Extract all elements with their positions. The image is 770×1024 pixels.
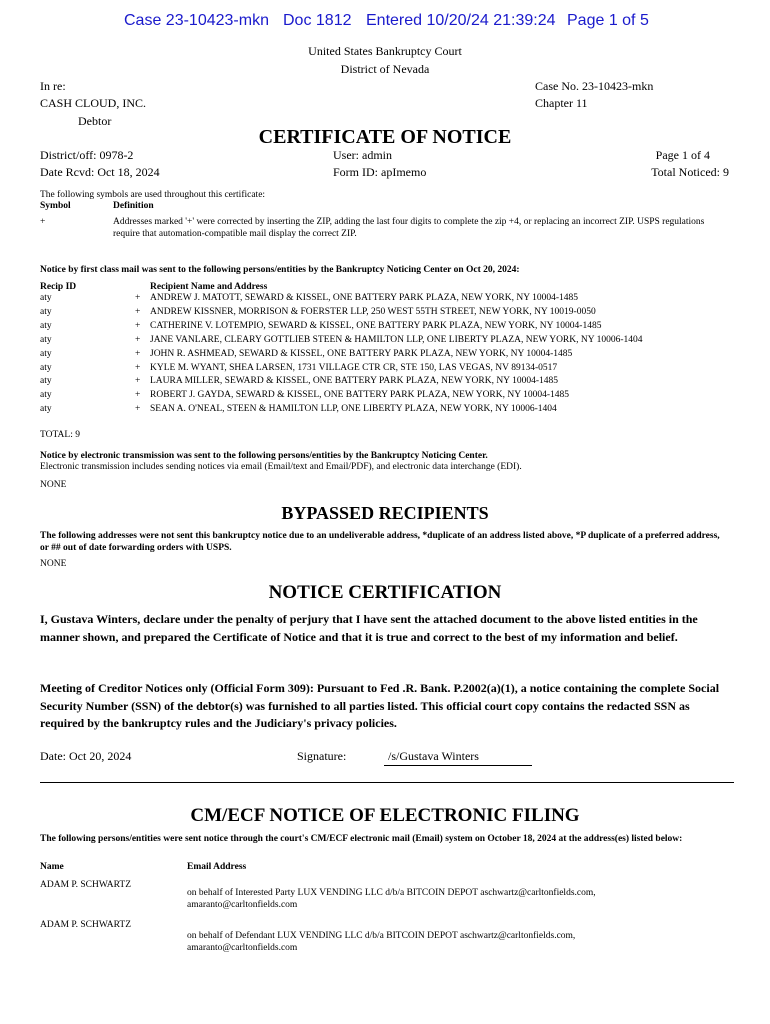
recip-address: CATHERINE V. LOTEMPIO, SEWARD & KISSEL, ONE BATTERY PARK PLAZA, NEW YORK, NY 10004-1485 — [150, 321, 602, 331]
recip-address: SEAN A. O'NEAL, STEEN & HAMILTON LLP, ONE LIBERTY PLAZA, NEW YORK, NY 10006-1404 — [150, 404, 557, 414]
recip-id: aty — [40, 404, 52, 414]
signature-label: Signature: — [297, 749, 347, 763]
electronic-notice-subtext: Electronic transmission includes sending notices via email (Email/text and Email/PDF), and electronic data interchange (EDI). — [40, 462, 522, 472]
case-number: Case No. 23-10423-mkn — [535, 79, 654, 93]
recip-mark: + — [135, 335, 141, 345]
stamp-page: Page 1 of 5 — [567, 12, 649, 29]
district-office: District/off: 0978-2 — [40, 148, 134, 162]
stamp-doc: Doc 1812 — [283, 12, 352, 29]
recip-address: LAURA MILLER, SEWARD & KISSEL, ONE BATTERY PARK PLAZA, NEW YORK, NY 10004-1485 — [150, 376, 558, 386]
section-divider — [40, 782, 734, 783]
cmecf-text: The following persons/entities were sent notice through the court's CM/ECF electronic mail (Email) system on October 18, 2024 at the address(es) listed below: — [40, 834, 683, 844]
certification-declaration: I, Gustava Winters, declare under the penalty of perjury that I have sent the attached document to the above listed entities in the manner shown, and prepared the Certificate of Notice and that it is true and correct to the best of my information and belief. — [40, 612, 698, 644]
chapter: Chapter 11 — [535, 96, 588, 110]
signature-value: /s/Gustava Winters — [388, 749, 479, 763]
court-name: United States Bankruptcy Court — [308, 44, 462, 58]
signature-line — [384, 765, 532, 766]
symbols-intro: The following symbols are used throughout this certificate: — [40, 190, 266, 200]
recip-id: aty — [40, 390, 52, 400]
recip-mark: + — [135, 363, 141, 373]
cmecf-name-header: Name — [40, 862, 64, 872]
recip-id: aty — [40, 307, 52, 317]
in-re-label: In re: — [40, 79, 66, 93]
recip-id: aty — [40, 321, 52, 331]
form-id: Form ID: apImemo — [333, 165, 427, 179]
date-received: Date Rcvd: Oct 18, 2024 — [40, 165, 160, 179]
cmecf-title: CM/ECF NOTICE OF ELECTRONIC FILING — [190, 805, 580, 826]
recipient-header: Recipient Name and Address — [150, 282, 268, 292]
page-of: Page 1 of 4 — [655, 148, 710, 162]
recip-id: aty — [40, 376, 52, 386]
recip-mark: + — [135, 321, 141, 331]
cmecf-entry-name: ADAM P. SCHWARTZ — [40, 920, 132, 930]
electronic-notice-heading: Notice by electronic transmission was sent to the following persons/entities by the Bankruptcy Noticing Center. — [40, 451, 488, 461]
total-noticed: Total Noticed: 9 — [651, 165, 729, 179]
recip-mark: + — [135, 376, 141, 386]
symbol-plus: + — [40, 217, 46, 227]
bypassed-title: BYPASSED RECIPIENTS — [281, 503, 489, 523]
recip-address: KYLE M. WYANT, SHEA LARSEN, 1731 VILLAGE CTR CR, STE 150, LAS VEGAS, NV 89134-0517 — [150, 363, 558, 373]
certification-ssn-statement: Meeting of Creditor Notices only (Official Form 309): Pursuant to Fed .R. Bank. P.2002(a)(1), a notice containing the complete Social Security Number (SSN) of the debtor(s) was furnished to all parties listed. This official court copy contains the redacted SSN as required by the bankruptcy rules and the Judiciary's privacy policies. — [40, 681, 720, 730]
recip-id: aty — [40, 293, 52, 303]
recip-mark: + — [135, 307, 141, 317]
definition-header: Definition — [113, 201, 154, 211]
user: User: admin — [333, 148, 392, 162]
recip-mark: + — [135, 349, 141, 359]
cmecf-email-header: Email Address — [187, 862, 247, 872]
cmecf-entry-name: ADAM P. SCHWARTZ — [40, 880, 132, 890]
mail-notice-heading: Notice by first class mail was sent to the following persons/entities by the Bankruptcy Noticing Center on Oct 20, 2024: — [40, 265, 520, 275]
bypassed-text: The following addresses were not sent this bankruptcy notice due to an undeliverable address, *duplicate of an address listed above, *P duplicate of a preferred address, or ## out of date forwarding orders with USPS. — [40, 531, 720, 553]
symbol-header: Symbol — [40, 201, 71, 211]
recip-mark: + — [135, 404, 141, 414]
recip-id: aty — [40, 349, 52, 359]
bypassed-none: NONE — [40, 559, 67, 569]
recip-mark: + — [135, 390, 141, 400]
cmecf-entry-email: on behalf of Interested Party LUX VENDING LLC d/b/a BITCOIN DEPOT aschwartz@carltonfields.com, amaranto@carltonfields.com — [187, 888, 596, 910]
stamp-case: Case 23-10423-mkn — [124, 12, 269, 29]
recip-mark: + — [135, 293, 141, 303]
debtor-name: CASH CLOUD, INC. — [40, 96, 147, 110]
cmecf-entry-email: on behalf of Defendant LUX VENDING LLC d/b/a BITCOIN DEPOT aschwartz@carltonfields.com, amaranto@carltonfields.com — [187, 931, 576, 953]
recip-address: ROBERT J. GAYDA, SEWARD & KISSEL, ONE BATTERY PARK PLAZA, NEW YORK, NY 10004-1485 — [150, 390, 570, 400]
certificate-title: CERTIFICATE OF NOTICE — [258, 126, 512, 148]
certification-title: NOTICE CERTIFICATION — [268, 582, 502, 603]
debtor-label: Debtor — [78, 114, 112, 128]
recip-address: JOHN R. ASHMEAD, SEWARD & KISSEL, ONE BATTERY PARK PLAZA, NEW YORK, NY 10004-1485 — [150, 349, 573, 359]
electronic-notice-none: NONE — [40, 480, 67, 490]
stamp-entered: Entered 10/20/24 21:39:24 — [366, 12, 556, 29]
recip-id-header: Recip ID — [40, 282, 77, 292]
court-district: District of Nevada — [340, 62, 430, 76]
recip-address: ANDREW KISSNER, MORRISON & FOERSTER LLP, 250 WEST 55TH STREET, NEW YORK, NY 10019-0050 — [150, 307, 596, 317]
certification-date: Date: Oct 20, 2024 — [40, 749, 132, 763]
recip-address: JANE VANLARE, CLEARY GOTTLIEB STEEN & HAMILTON LLP, ONE LIBERTY PLAZA, NEW YORK, NY 10006-1404 — [150, 335, 643, 345]
symbol-definition: Addresses marked '+' were corrected by inserting the ZIP, adding the last four digits to complete the zip +4, or replacing an incorrect ZIP. USPS regulations require that automation-compatible mail display the correct ZIP. — [113, 217, 705, 239]
recip-address: ANDREW J. MATOTT, SEWARD & KISSEL, ONE BATTERY PARK PLAZA, NEW YORK, NY 10004-1485 — [150, 293, 579, 303]
recip-id: aty — [40, 363, 52, 373]
mail-total: TOTAL: 9 — [40, 430, 80, 440]
recip-id: aty — [40, 335, 52, 345]
